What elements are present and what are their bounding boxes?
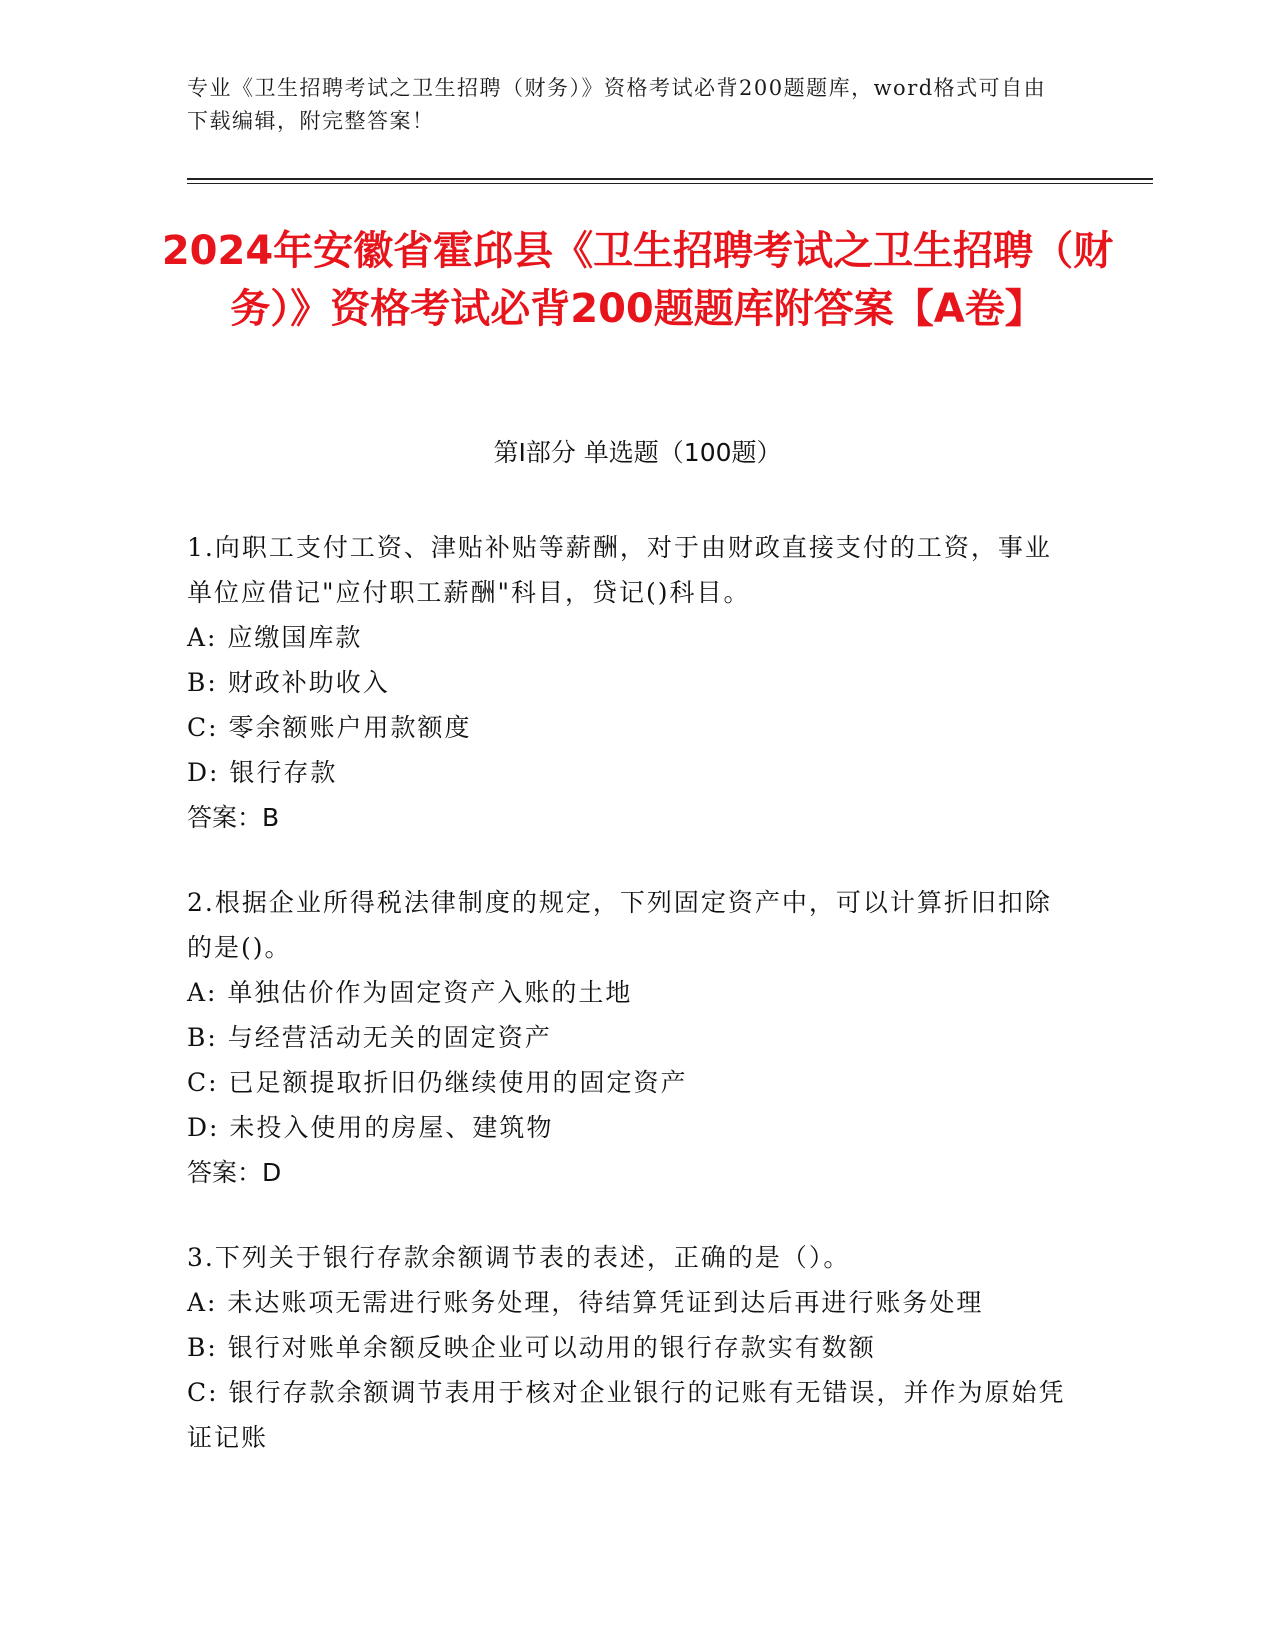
option-a: A: 未达账项无需进行账务处理，待结算凭证到达后再进行账务处理 bbox=[187, 1288, 984, 1317]
header-divider-thick bbox=[187, 178, 1153, 180]
option-d: D: 未投入使用的房屋、建筑物 bbox=[187, 1113, 554, 1142]
option-d: D: 银行存款 bbox=[187, 758, 338, 787]
option-c: C: 零余额账户用款额度 bbox=[187, 713, 472, 742]
option-a: A: 单独估价作为固定资产入账的土地 bbox=[187, 978, 633, 1007]
question-stem: 1.向职工支付工资、津贴补贴等薪酬，对于由财政直接支付的工资，事业单位应借记"应付职工薪酬"科目，贷记()科目。 bbox=[187, 533, 1052, 607]
option-c: C: 银行存款余额调节表用于核对企业银行的记账有无错误，并作为原始凭证记账 bbox=[187, 1378, 1066, 1452]
option-b: B: 银行对账单余额反映企业可以动用的银行存款实有数额 bbox=[187, 1333, 876, 1362]
question-2 bbox=[187, 880, 1067, 1195]
option-c: C: 已足额提取折旧仍继续使用的固定资产 bbox=[187, 1068, 688, 1097]
header-divider-thin bbox=[187, 183, 1153, 184]
header-note: 专业《卫生招聘考试之卫生招聘（财务）》资格考试必背200题题库，word格式可自由下载编辑，附完整答案！ bbox=[187, 76, 1047, 133]
question-1 bbox=[187, 525, 1067, 840]
question-list bbox=[187, 525, 1067, 1500]
question-3 bbox=[187, 1235, 1067, 1460]
question-stem: 3.下列关于银行存款余额调节表的表述，正确的是（）。 bbox=[187, 1243, 851, 1272]
question-stem: 2.根据企业所得税法律制度的规定，下列固定资产中，可以计算折旧扣除的是()。 bbox=[187, 888, 1052, 962]
document-title: 2024年安徽省霍邱县《卫生招聘考试之卫生招聘（财务）》资格考试必背200题题库附答案【A卷】 bbox=[161, 228, 1114, 332]
answer: 答案：D bbox=[187, 1158, 282, 1187]
option-a: A: 应缴国库款 bbox=[187, 623, 363, 652]
option-b: B: 财政补助收入 bbox=[187, 668, 390, 697]
section-title: 第I部分 单选题（100题） bbox=[493, 438, 782, 467]
option-b: B: 与经营活动无关的固定资产 bbox=[187, 1023, 552, 1052]
answer: 答案：B bbox=[187, 803, 280, 832]
